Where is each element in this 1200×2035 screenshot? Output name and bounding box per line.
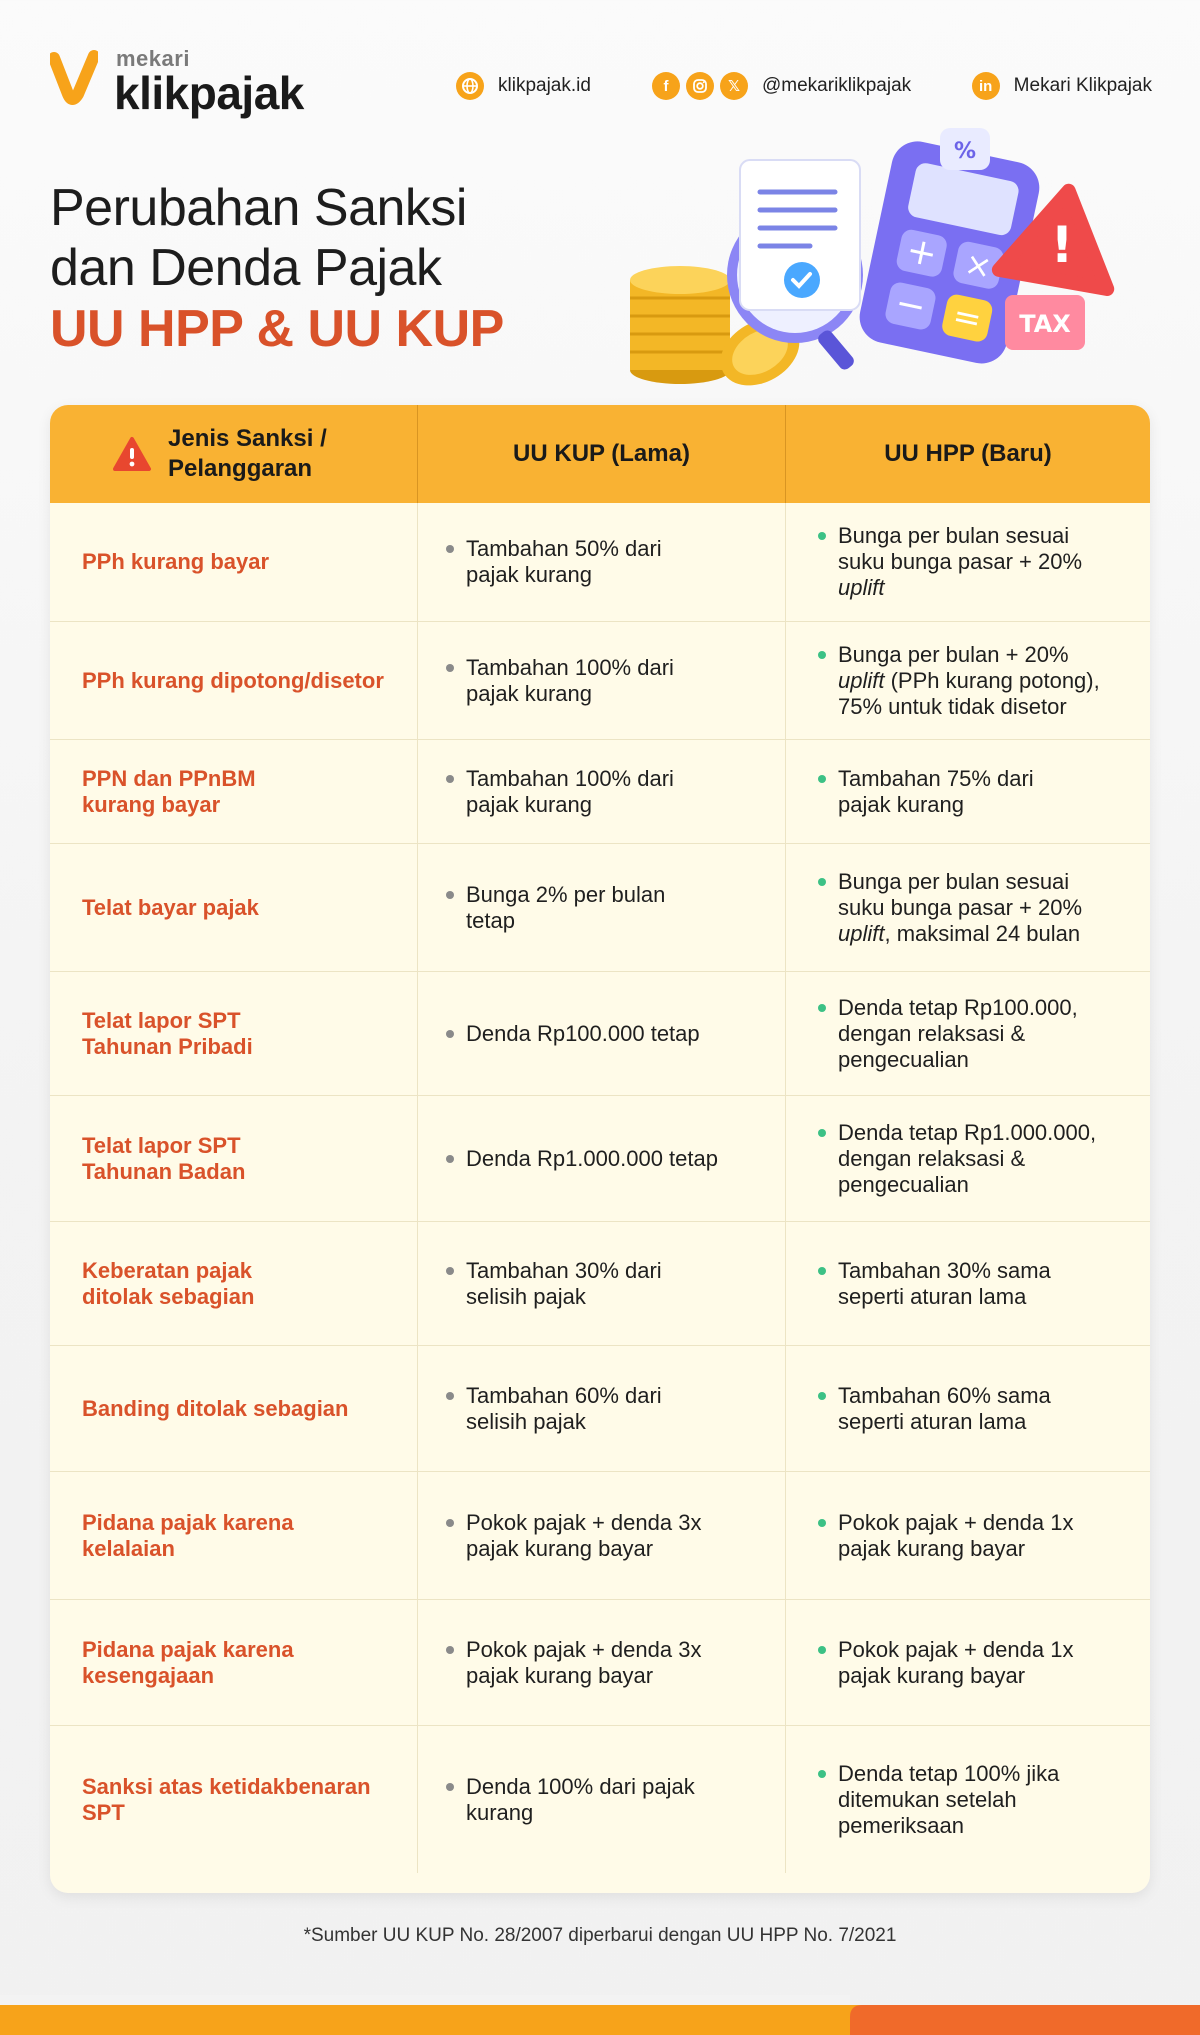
cell-uu-kup xyxy=(418,503,786,621)
cell-jenis-sanksi: PPh kurang bayar xyxy=(50,503,418,621)
cell-jenis-sanksi: Pidana pajak karena kesengajaan xyxy=(50,1600,418,1725)
tax-tag-icon xyxy=(1005,295,1085,350)
bullet-dot xyxy=(818,878,826,886)
cell-uu-kup-text: Tambahan 60% dari selisih pajak xyxy=(466,1382,662,1434)
cell-uu-kup xyxy=(418,1222,786,1345)
page-title xyxy=(50,178,504,360)
globe-icon xyxy=(456,72,484,100)
bullet-dot xyxy=(818,1646,826,1654)
brand-logo xyxy=(50,46,304,119)
cell-uu-hpp-text: Bunga per bulan sesuai suku bunga pasar + 20% uplift xyxy=(838,523,1083,600)
social-handles[interactable] xyxy=(652,72,911,100)
cell-uu-hpp-text: Bunga per bulan + 20% uplift (PPh kurang potong), 75% untuk tidak disetor xyxy=(838,641,1100,719)
svg-text:%: % xyxy=(953,139,977,164)
table-row xyxy=(50,843,1150,971)
table-row xyxy=(50,1599,1150,1725)
title-line-3: UU HPP & UU KUP xyxy=(50,300,504,358)
social-bar xyxy=(456,72,1152,100)
table-row xyxy=(50,1095,1150,1221)
cell-uu-kup-text: Tambahan 100% dari pajak kurang xyxy=(466,765,674,817)
table-row xyxy=(50,1471,1150,1599)
cell-jenis-sanksi: Pidana pajak karena kelalaian xyxy=(50,1472,418,1599)
cell-uu-hpp-text: Denda tetap Rp100.000, dengan relaksasi & pengecualian xyxy=(838,994,1078,1072)
bullet-dot xyxy=(818,1267,826,1275)
source-footnote: *Sumber UU KUP No. 28/2007 diperbarui dengan UU HPP No. 7/2021 xyxy=(303,1925,897,1946)
svg-text:TAX: TAX xyxy=(1019,310,1071,338)
cell-uu-kup xyxy=(418,972,786,1095)
bullet-dot xyxy=(818,1129,826,1137)
cell-uu-hpp xyxy=(786,1096,1150,1221)
table-row xyxy=(50,739,1150,843)
cell-jenis-sanksi: Sanksi atas ketidakbenaran SPT xyxy=(50,1726,418,1873)
cell-uu-kup xyxy=(418,1346,786,1471)
cell-uu-hpp xyxy=(786,622,1150,739)
cell-uu-hpp-text: Bunga per bulan sesuai suku bunga pasar + 20% uplift, maksimal 24 bulan xyxy=(838,868,1083,946)
cell-uu-kup-text: Bunga 2% per bulan tetap xyxy=(466,881,666,933)
brand-name: klikpajak xyxy=(114,67,304,119)
cell-uu-kup-text: Tambahan 100% dari pajak kurang xyxy=(466,654,674,706)
cell-uu-hpp xyxy=(786,1600,1150,1725)
table-row xyxy=(50,1725,1150,1873)
instagram-icon[interactable] xyxy=(686,72,714,100)
header-uu-kup: UU KUP (Lama) xyxy=(418,405,786,503)
bullet-dot xyxy=(818,1392,826,1400)
klikpajak-check-icon xyxy=(50,48,98,108)
svg-text:×: × xyxy=(961,243,996,287)
website-link[interactable] xyxy=(456,72,591,100)
table-row xyxy=(50,621,1150,739)
bullet-dot xyxy=(446,775,454,783)
cell-uu-hpp xyxy=(786,1346,1150,1471)
bullet-dot xyxy=(446,891,454,899)
svg-text:!: ! xyxy=(1050,216,1074,274)
cell-uu-hpp xyxy=(786,740,1150,843)
svg-text:+: + xyxy=(902,229,941,276)
cell-uu-hpp xyxy=(786,1726,1150,1873)
cell-uu-kup xyxy=(418,844,786,971)
linkedin-link[interactable] xyxy=(972,72,1152,100)
table-row xyxy=(50,503,1150,621)
cell-uu-hpp-text: Pokok pajak + denda 1x pajak kurang bayar xyxy=(838,1509,1074,1561)
cell-uu-kup-text: Pokok pajak + denda 3x pajak kurang bayar xyxy=(466,1636,702,1688)
bullet-dot xyxy=(818,1770,826,1778)
header-jenis-label: Jenis Sanksi / Pelanggaran xyxy=(168,425,327,482)
cell-uu-hpp xyxy=(786,844,1150,971)
cell-jenis-sanksi: PPh kurang dipotong/disetor xyxy=(50,622,418,739)
bullet-dot xyxy=(446,545,454,553)
bullet-dot xyxy=(446,1155,454,1163)
bullet-dot xyxy=(818,532,826,540)
website-text: klikpajak.id xyxy=(498,75,591,96)
bullet-dot xyxy=(818,651,826,659)
cell-uu-hpp xyxy=(786,1222,1150,1345)
svg-text:−: − xyxy=(891,282,930,329)
cell-uu-kup xyxy=(418,1472,786,1599)
bullet-dot xyxy=(818,1004,826,1012)
linkedin-icon: in xyxy=(972,72,1000,100)
cell-uu-kup-text: Denda Rp100.000 tetap xyxy=(466,1020,700,1046)
cell-jenis-sanksi: Telat lapor SPT Tahunan Pribadi xyxy=(50,972,418,1095)
cell-uu-kup xyxy=(418,740,786,843)
cell-uu-kup-text: Pokok pajak + denda 3x pajak kurang bayar xyxy=(466,1509,702,1561)
bullet-dot xyxy=(446,1783,454,1791)
sanction-comparison-table xyxy=(50,405,1150,1893)
header-uu-hpp: UU HPP (Baru) xyxy=(884,440,1052,467)
bullet-dot xyxy=(446,1030,454,1038)
cell-uu-hpp-text: Pokok pajak + denda 1x pajak kurang bayar xyxy=(838,1636,1074,1688)
cell-uu-hpp-text: Tambahan 75% dari pajak kurang xyxy=(838,765,1034,817)
bullet-dot xyxy=(446,1267,454,1275)
x-icon[interactable]: 𝕏 xyxy=(720,72,748,100)
cell-uu-hpp-text: Tambahan 60% sama seperti aturan lama xyxy=(838,1382,1051,1434)
header-jenis xyxy=(50,405,418,503)
title-line-2: dan Denda Pajak xyxy=(50,239,442,297)
cell-uu-kup xyxy=(418,1096,786,1221)
cell-uu-kup-text: Tambahan 50% dari pajak kurang xyxy=(466,536,662,587)
bottom-decor-bar xyxy=(0,1995,1200,2035)
cell-uu-kup-text: Denda 100% dari pajak kurang xyxy=(466,1773,695,1825)
cell-uu-hpp xyxy=(786,503,1150,621)
svg-text:=: = xyxy=(949,295,986,341)
cell-uu-hpp xyxy=(786,972,1150,1095)
bullet-dot xyxy=(818,775,826,783)
cell-uu-hpp-text: Tambahan 30% sama seperti aturan lama xyxy=(838,1257,1051,1309)
cell-uu-kup xyxy=(418,1726,786,1873)
bullet-dot xyxy=(818,1519,826,1527)
facebook-icon[interactable]: f xyxy=(652,72,680,100)
cell-uu-kup-text: Denda Rp1.000.000 tetap xyxy=(466,1145,718,1171)
bullet-dot xyxy=(446,1392,454,1400)
table-row xyxy=(50,971,1150,1095)
title-line-1: Perubahan Sanksi xyxy=(50,179,467,237)
cell-jenis-sanksi: Banding ditolak sebagian xyxy=(50,1346,418,1471)
brand-small: mekari xyxy=(116,46,190,71)
cell-jenis-sanksi: Telat lapor SPT Tahunan Badan xyxy=(50,1096,418,1221)
bullet-dot xyxy=(446,664,454,672)
cell-uu-hpp-text: Denda tetap 100% jika ditemukan setelah pemeriksaan xyxy=(838,1760,1060,1838)
cell-jenis-sanksi: PPN dan PPnBM kurang bayar xyxy=(50,740,418,843)
cell-jenis-sanksi: Keberatan pajak ditolak sebagian xyxy=(50,1222,418,1345)
table-row xyxy=(50,1345,1150,1471)
cell-uu-kup xyxy=(418,1600,786,1725)
bullet-dot xyxy=(446,1646,454,1654)
cell-jenis-sanksi: Telat bayar pajak xyxy=(50,844,418,971)
table-body xyxy=(50,503,1150,1873)
cell-uu-kup xyxy=(418,622,786,739)
tax-illustration xyxy=(610,120,1130,390)
warning-icon xyxy=(112,436,152,472)
table-header xyxy=(50,405,1150,503)
linkedin-text: Mekari Klikpajak xyxy=(1013,75,1152,96)
table-row xyxy=(50,1221,1150,1345)
cell-uu-kup-text: Tambahan 30% dari selisih pajak xyxy=(466,1257,662,1309)
cell-uu-hpp xyxy=(786,1472,1150,1599)
bullet-dot xyxy=(446,1519,454,1527)
social-handle-text: @mekariklikpajak xyxy=(762,75,912,96)
cell-uu-hpp-text: Denda tetap Rp1.000.000, dengan relaksasi & pengecualian xyxy=(838,1119,1097,1197)
